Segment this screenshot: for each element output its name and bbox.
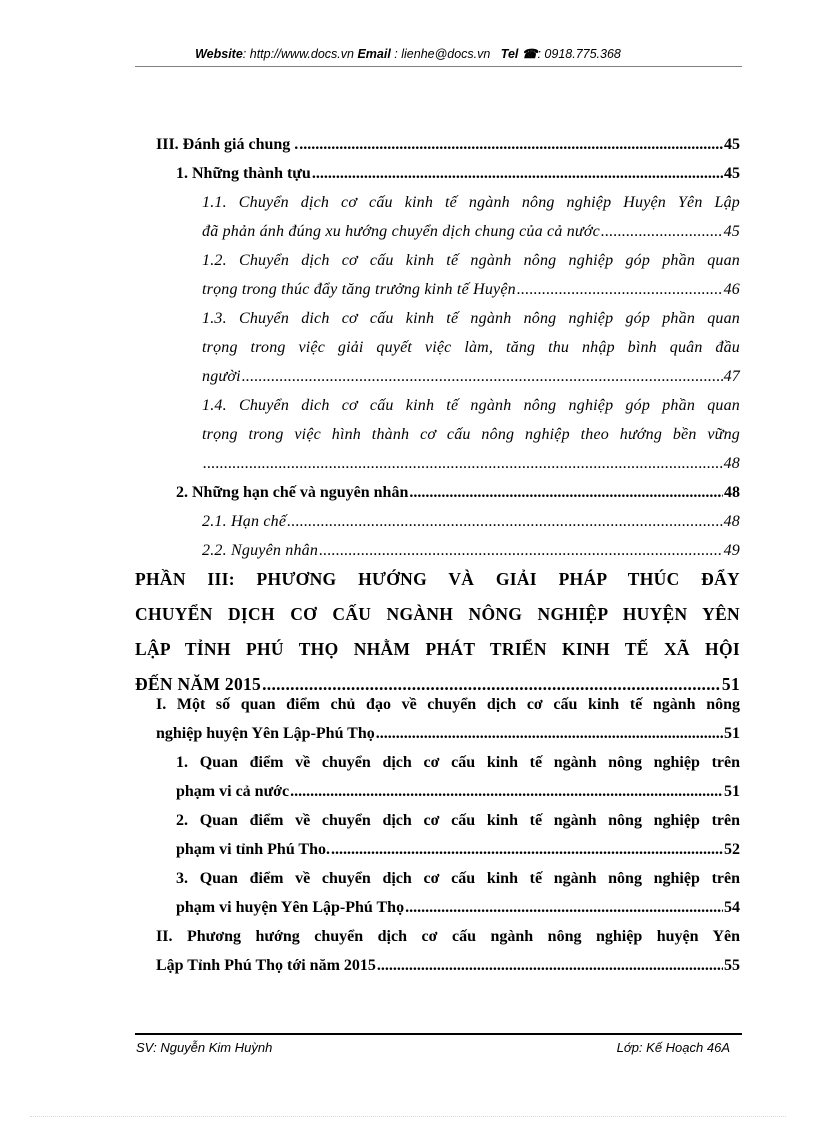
toc-entry-line: CHUYỂN DỊCH CƠ CẤU NGÀNH NÔNG NGHIỆP HUYỆN YÊN bbox=[135, 604, 740, 624]
toc-entry-3-1-4 bbox=[202, 391, 740, 478]
toc-entry-part-3-2 bbox=[156, 922, 740, 980]
dot-leader bbox=[517, 275, 723, 304]
email-label: Email bbox=[357, 47, 391, 61]
dot-leader bbox=[203, 449, 723, 478]
toc-entry-line: 1. Quan điểm về chuyển dịch cơ cấu kinh tế ngành nông nghiệp trên bbox=[176, 754, 740, 771]
dot-leader bbox=[319, 536, 723, 565]
toc-entry-line: Lập Tỉnh Phú Thọ tới năm 2015 bbox=[156, 957, 376, 974]
toc-entry-line: trọng trong việc giải quyết việc làm, tăng thu nhập bình quân đầu bbox=[202, 339, 740, 356]
toc-entry-line: 2. Quan điểm về chuyển dịch cơ cấu kinh tế ngành nông nghiệp trên bbox=[176, 812, 740, 829]
dot-leader bbox=[377, 951, 723, 980]
toc-entry-line: trọng trong việc hình thành cơ cấu nông nghiệp theo hướng bền vững bbox=[202, 426, 740, 443]
toc-page-number: 48 bbox=[723, 455, 740, 472]
toc-page-number: 48 bbox=[723, 513, 740, 530]
footer-rule bbox=[135, 1033, 742, 1035]
dot-leader bbox=[405, 893, 723, 922]
toc-entry-title: 2.2. Nguyên nhân bbox=[202, 542, 319, 559]
toc-page-number: 55 bbox=[724, 957, 740, 974]
page-bottom-divider bbox=[30, 1116, 786, 1117]
toc-entry-3-1-3 bbox=[202, 304, 740, 391]
tel-value: : 0918.775.368 bbox=[537, 47, 621, 61]
toc-page-number: 47 bbox=[723, 368, 740, 385]
toc-entry-3-2-2 bbox=[202, 536, 740, 565]
toc-entry-title: 2. Những hạn chế và nguyên nhân bbox=[176, 484, 409, 501]
toc-entry-line: ĐẾN NĂM 2015 bbox=[135, 674, 262, 694]
dot-leader bbox=[376, 719, 723, 748]
toc-entry-part-3 bbox=[135, 562, 740, 702]
dot-leader bbox=[312, 159, 723, 188]
toc-entry-line: 1.1. Chuyển dịch cơ cấu kinh tế ngành nông nghiệp Huyện Yên Lập bbox=[202, 194, 740, 211]
toc-entry-3-2-1 bbox=[202, 507, 740, 536]
toc-page-number: 51 bbox=[724, 725, 740, 742]
footer-class: Lớp: Kế Hoạch 46A bbox=[616, 1040, 730, 1055]
toc-page-number: 46 bbox=[723, 281, 740, 298]
website-value: : http://www.docs.vn bbox=[242, 47, 354, 61]
toc-page-number: 45 bbox=[723, 223, 740, 240]
toc-entry-title: 2.1. Hạn chế bbox=[202, 513, 287, 530]
toc-entry-line: phạm vi tỉnh Phú Tho. bbox=[176, 841, 330, 858]
toc-entry-part-3-1-3 bbox=[176, 864, 740, 922]
toc-entry-line: PHẦN III: PHƯƠNG HƯỚNG VÀ GIẢI PHÁP THÚC ĐẨY bbox=[135, 569, 740, 589]
toc-entry-line: phạm vi huyện Yên Lập-Phú Thọ bbox=[176, 899, 405, 916]
toc-page-number: 51 bbox=[721, 674, 740, 694]
toc-entry-line: II. Phương hướng chuyển dịch cơ cấu ngành nông nghiệp huyện Yên bbox=[156, 928, 740, 945]
toc-entry-line: LẬP TỈNH PHÚ THỌ NHẰM PHÁT TRIỂN KINH TẾ XÃ HỘI bbox=[135, 639, 740, 659]
dot-leader bbox=[331, 835, 723, 864]
toc-entry-3-2 bbox=[176, 478, 740, 507]
toc-page-number: 49 bbox=[723, 542, 740, 559]
toc-page-number: 45 bbox=[724, 165, 740, 182]
toc-entry-line: 1.4. Chuyển dich cơ cấu kinh tế ngành nông nghiệp góp phần quan bbox=[202, 397, 740, 414]
toc-entry-part-3-1-2 bbox=[176, 806, 740, 864]
footer-student: SV: Nguyễn Kim Huỳnh bbox=[136, 1040, 273, 1055]
toc-entry-part-3-1-1 bbox=[176, 748, 740, 806]
toc-entry-line: I. Một số quan điểm chủ đạo về chuyển dịch cơ cấu kinh tế ngành nông bbox=[156, 696, 740, 713]
dot-leader bbox=[601, 217, 723, 246]
toc-entry-3-1-2 bbox=[202, 246, 740, 304]
toc-entry-line: nghiệp huyện Yên Lập-Phú Thọ bbox=[156, 725, 375, 742]
toc-page-number: 54 bbox=[724, 899, 740, 916]
toc-entry-part-3-1 bbox=[156, 690, 740, 748]
dot-leader bbox=[409, 478, 723, 507]
toc-entry-section-3 bbox=[156, 130, 740, 159]
toc-entry-line: người bbox=[202, 368, 241, 385]
toc-entry-line: 1.3. Chuyển dich cơ cấu kinh tế ngành nông nghiệp góp phần quan bbox=[202, 310, 740, 327]
toc-page-number: 45 bbox=[724, 136, 740, 153]
toc-entry-3-1 bbox=[176, 159, 740, 188]
toc-page-number: 51 bbox=[724, 783, 740, 800]
toc-entry-title: 1. Những thành tựu bbox=[176, 165, 311, 182]
dot-leader bbox=[299, 130, 723, 159]
toc-entry-line: 3. Quan điểm về chuyển dịch cơ cấu kinh tế ngành nông nghiệp trên bbox=[176, 870, 740, 887]
email-value: : lienhe@docs.vn bbox=[390, 47, 491, 61]
phone-icon: ☎ bbox=[521, 47, 538, 61]
toc-entry-line: đã phản ánh đúng xu hướng chuyển dịch chung của cả nước bbox=[202, 223, 600, 240]
toc-entry-3-1-1 bbox=[202, 188, 740, 246]
toc-entry-title: III. Đánh giá chung . bbox=[156, 136, 299, 153]
dot-leader bbox=[242, 362, 723, 391]
toc-page-number: 52 bbox=[724, 841, 740, 858]
toc-page-number: 48 bbox=[724, 484, 740, 501]
toc-entry-line: trọng trong thúc đẩy tăng trưởng kinh tế Huyện bbox=[202, 281, 516, 298]
dot-leader bbox=[290, 777, 723, 806]
website-label: Website bbox=[195, 47, 243, 61]
toc-entry-line: 1.2. Chuyển dịch cơ cấu kinh tế ngành nông nghiệp góp phần quan bbox=[202, 252, 740, 269]
tel-label: Tel bbox=[500, 47, 519, 61]
dot-leader bbox=[287, 507, 722, 536]
toc-entry-line: phạm vi cả nước bbox=[176, 783, 290, 800]
